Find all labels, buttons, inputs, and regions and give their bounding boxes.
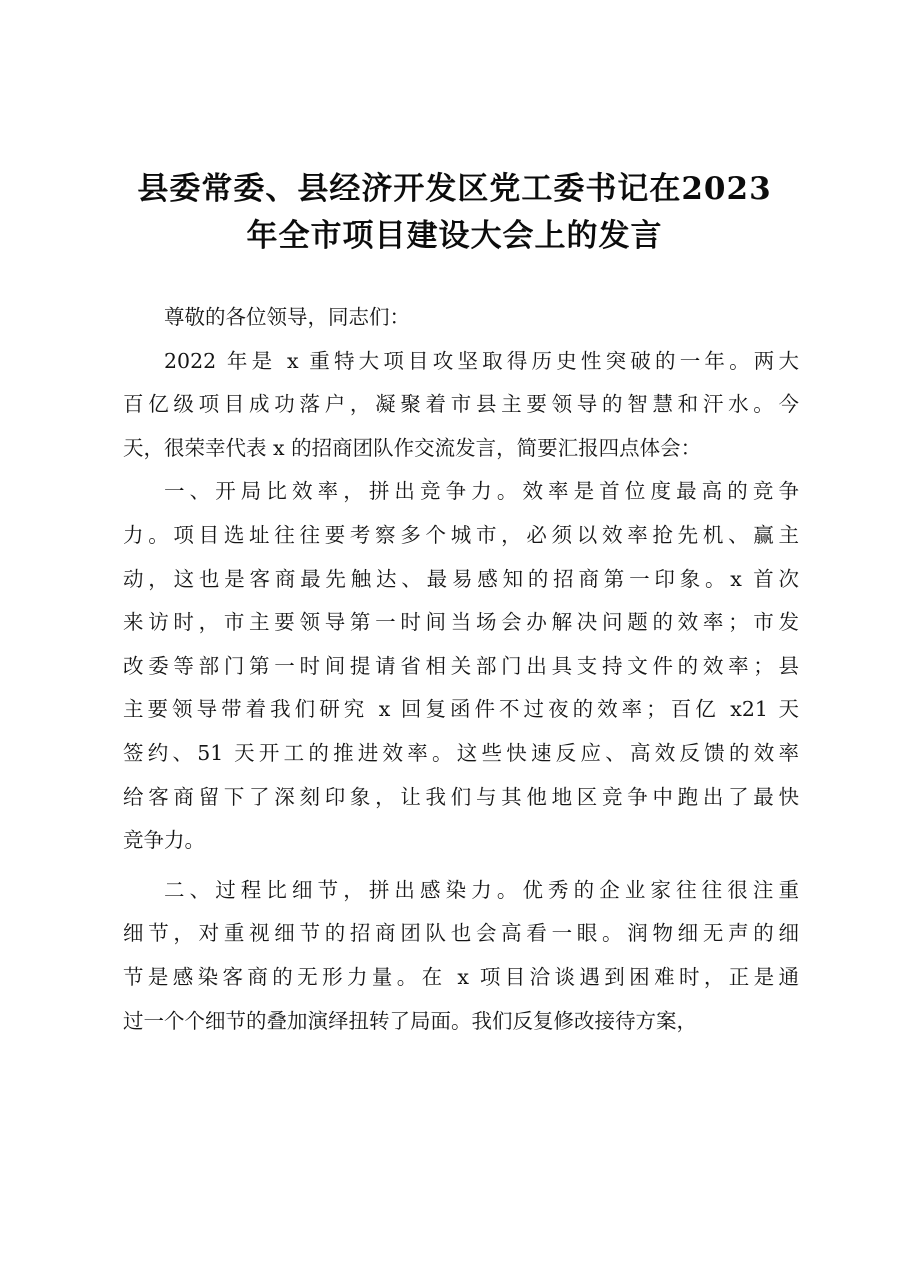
document-title — [120, 166, 789, 260]
paragraph-3 — [123, 869, 799, 1043]
paragraph-line: 改委等部门第一时间提请省相关部门出具支持文件的效率；县 — [123, 653, 799, 678]
paragraph-line: 动，这也是客商最先触达、最易感知的招商第一印象。x 首次 — [123, 566, 799, 591]
paragraph-2 — [123, 470, 799, 862]
document-body — [123, 296, 799, 1043]
paragraph-line: 2022 年是 x 重特大项目攻坚取得历史性突破的一年。两大 — [164, 348, 799, 373]
paragraph-line: 百亿级项目成功落户，凝聚着市县主要领导的智慧和汗水。今 — [123, 392, 799, 417]
paragraph-line: 过一个个细节的叠加演绎扭转了局面。我们反复修改接待方案， — [123, 1008, 697, 1033]
title-line-2: 年全市项目建设大会上的发言 — [246, 218, 663, 254]
paragraph-1 — [123, 340, 799, 471]
paragraph-line: 一、开局比效率，拼出竞争力。效率是首位度最高的竞争 — [164, 479, 799, 504]
paragraph-line: 天，很荣幸代表 x 的招商团队作交流发言，简要汇报四点体会： — [123, 435, 702, 460]
title-line-1: 县委常委、县经济开发区党工委书记在2023 — [137, 171, 772, 207]
paragraph-line: 主要领导带着我们研究 x 回复函件不过夜的效率；百亿 x21 天 — [123, 697, 799, 722]
paragraph-line: 竞争力。 — [123, 828, 205, 853]
paragraph-line: 来访时，市主要领导第一时间当场会办解决问题的效率；市发 — [123, 610, 799, 635]
paragraph-line: 节是感染客商的无形力量。在 x 项目洽谈遇到困难时，正是通 — [123, 964, 799, 989]
paragraph-line: 力。项目选址往往要考察多个城市，必须以效率抢先机、赢主 — [123, 522, 799, 547]
paragraph-line: 细节，对重视细节的招商团队也会高看一眼。润物细无声的细 — [123, 921, 799, 946]
paragraph-line: 给客商留下了深刻印象，让我们与其他地区竞争中跑出了最快 — [123, 784, 799, 809]
paragraph-line: 签约、51 天开工的推进效率。这些快速反应、高效反馈的效率 — [123, 740, 799, 765]
salutation: 尊敬的各位领导，同志们： — [164, 305, 410, 329]
paragraph-line: 二、过程比细节，拼出感染力。优秀的企业家往往很注重 — [164, 877, 799, 902]
